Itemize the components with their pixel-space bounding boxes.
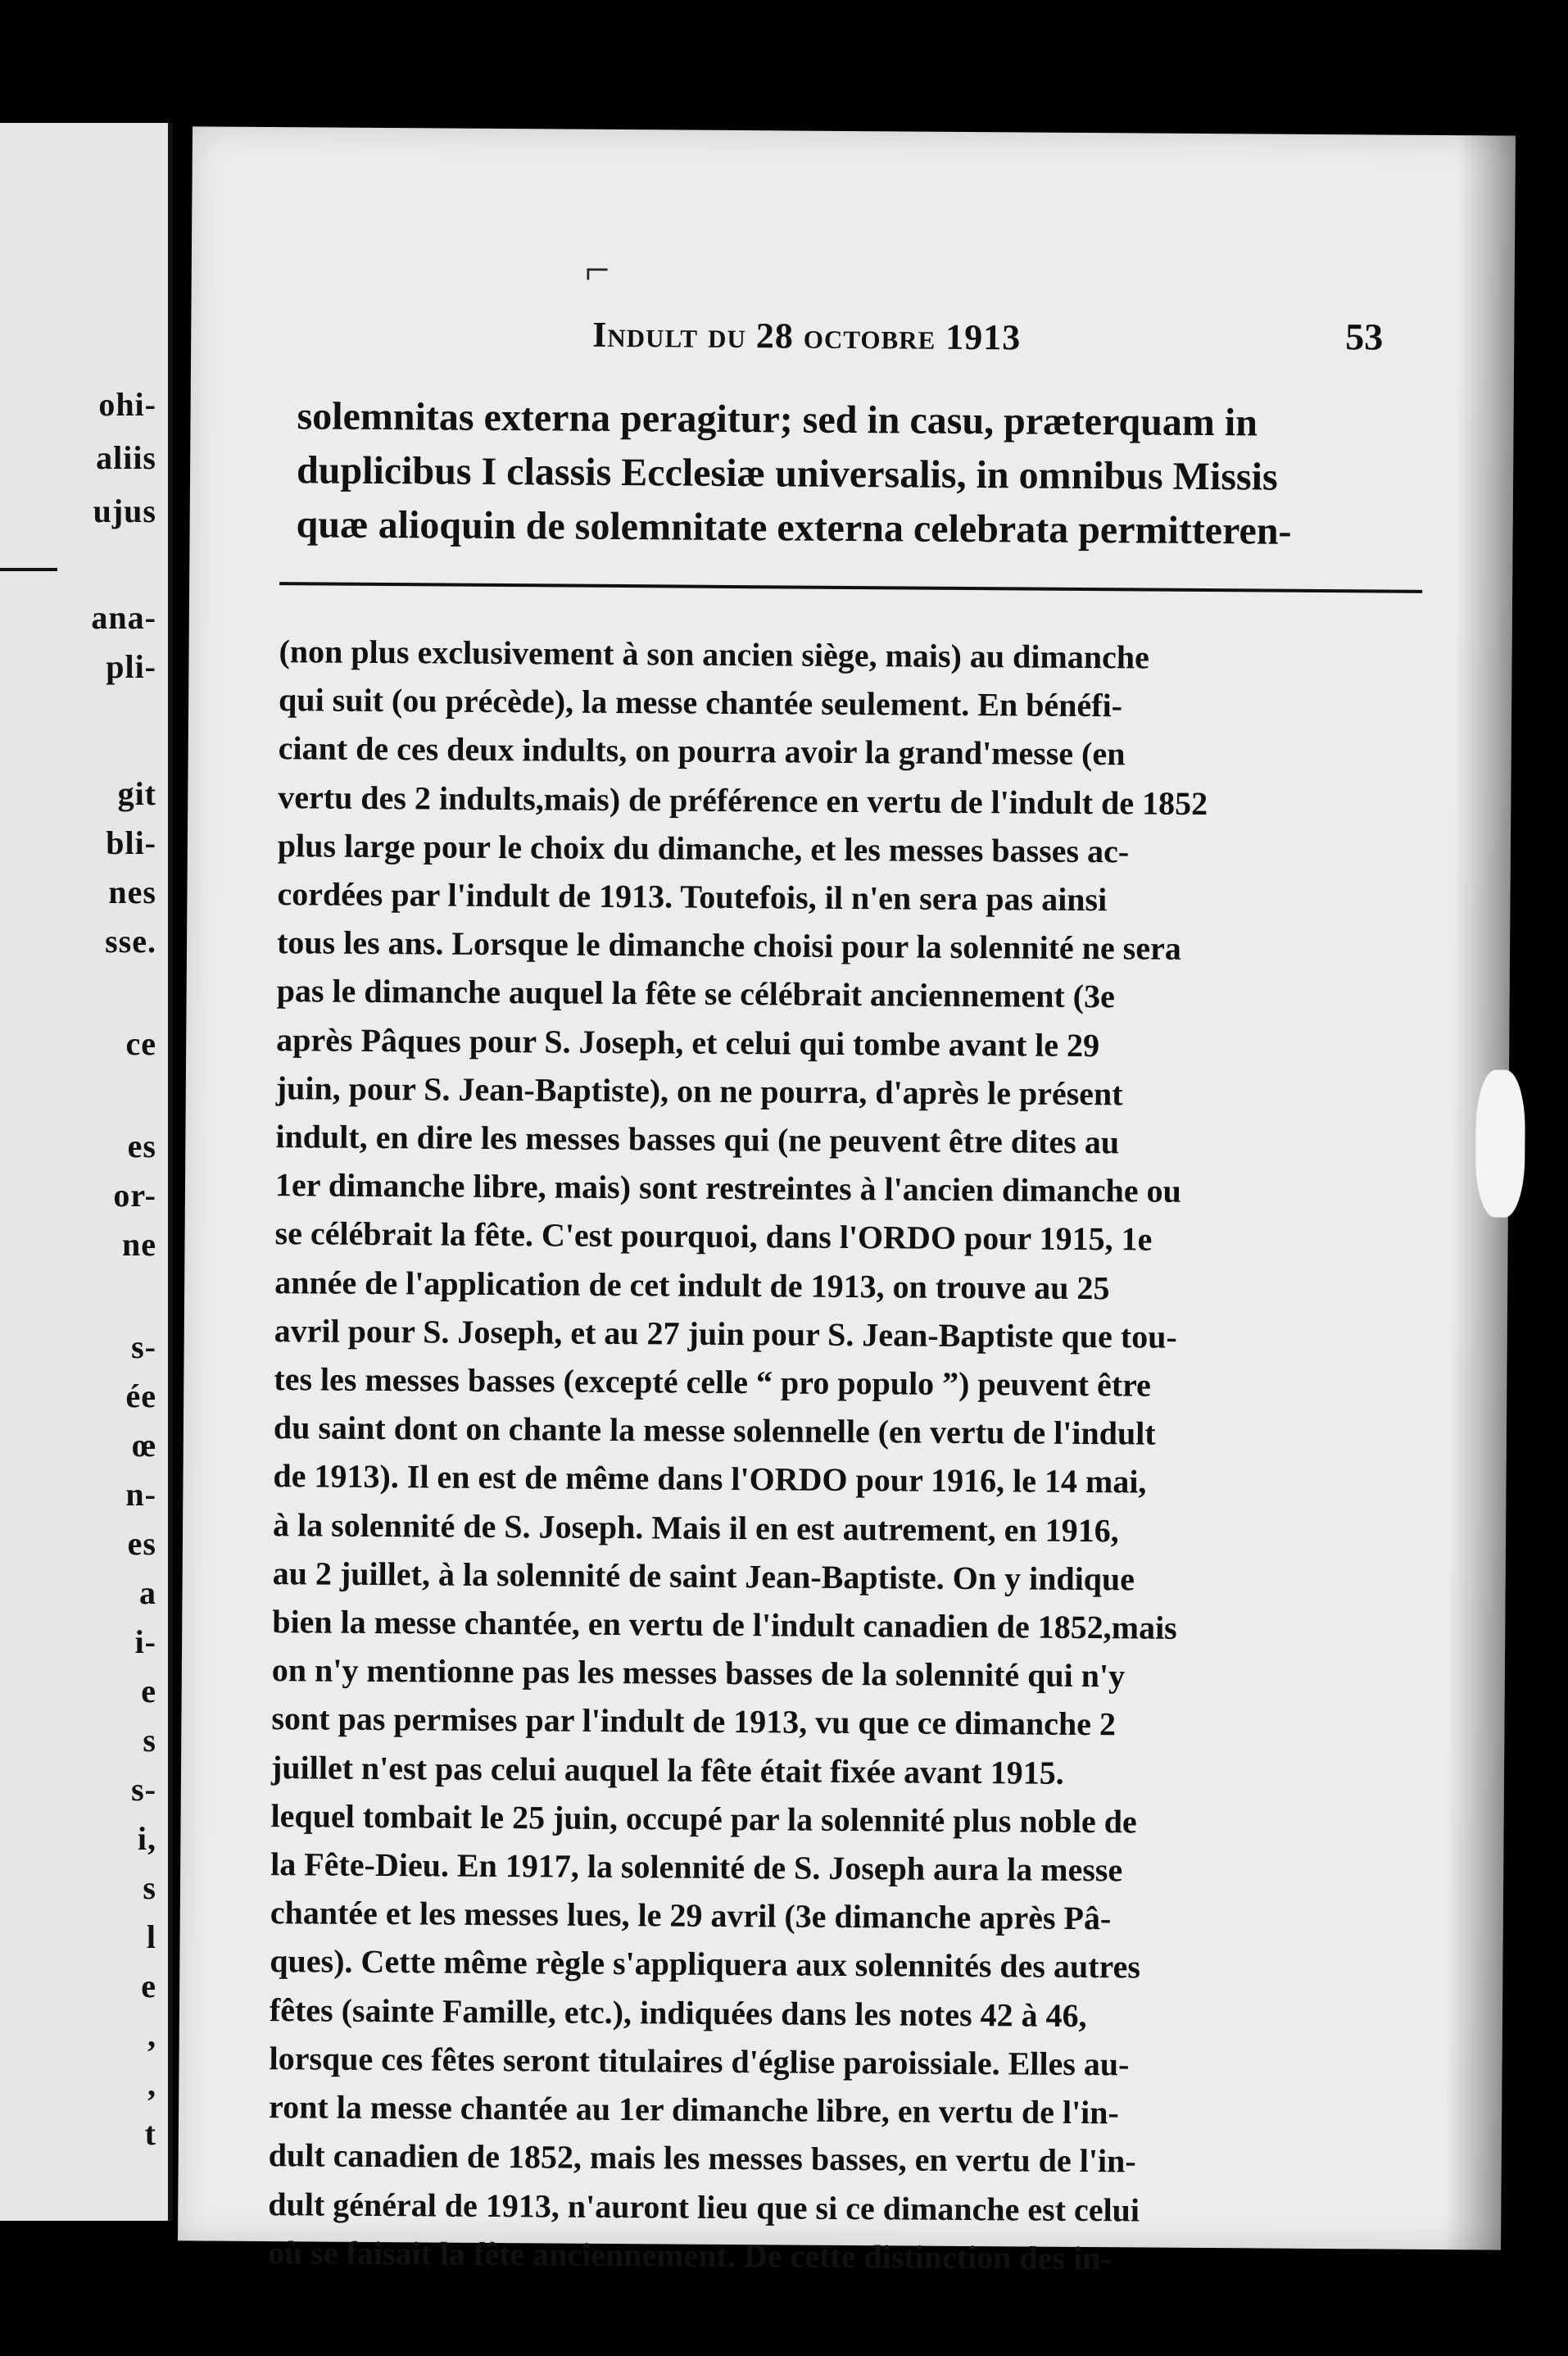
text-line: duplicibus I classis Ecclesiæ universalis, in omnibus Missis xyxy=(296,448,1278,499)
footnote-line: après Pâques pour S. Joseph, et celui qui tombe avant le 29 xyxy=(276,1020,1100,1064)
footnote-line: bien la messe chantée, en vertu de l'indult canadien de 1852,mais xyxy=(272,1603,1177,1646)
left-page-line: s xyxy=(143,1722,156,1759)
text-line: quæ alioquin de solemnitate externa celebrata permitteren- xyxy=(296,502,1292,553)
footnote-line: cordées par l'indult de 1913. Toutefois, il n'en sera pas ainsi xyxy=(277,875,1108,919)
left-page-line: nes xyxy=(108,874,156,910)
footnote-line: 1er dimanche libre, mais) sont restreintes à l'ancien dimanche ou xyxy=(274,1166,1182,1210)
footnote-line: année de l'application de cet indult de 1913, on trouve au 25 xyxy=(274,1263,1110,1306)
footnote-line: dult canadien de 1852, mais les messes basses, en vertu de l'in- xyxy=(268,2136,1136,2180)
left-page-line: ohi- xyxy=(98,386,156,423)
left-page-line: es xyxy=(127,1128,156,1164)
footnote-line: juillet n'est pas celui auquel la fête était fixée avant 1915. xyxy=(270,1748,1064,1791)
left-page-line: pli- xyxy=(106,648,156,685)
left-page-line: s- xyxy=(131,1328,156,1365)
left-page-line: aliis xyxy=(96,439,156,476)
footnote-line: de 1913). Il en est de même dans l'ORDO pour 1916, le 14 mai, xyxy=(273,1457,1147,1500)
left-page-line: bli- xyxy=(106,824,156,861)
left-page-line: ujus xyxy=(93,493,156,529)
left-page-line: œ xyxy=(132,1427,156,1464)
left-page-line: ée xyxy=(125,1378,156,1414)
left-page-line: a xyxy=(139,1574,156,1611)
left-page-line: i- xyxy=(134,1623,156,1660)
left-page-line: or- xyxy=(113,1177,156,1214)
footnote-line: du saint dont on chante la messe solennelle (en vertu de l'indult xyxy=(273,1409,1156,1452)
book-page xyxy=(178,126,1516,2277)
left-page-line: e xyxy=(141,1968,156,2004)
footnote-line: où se faisait la fête anciennement. De cette distinction des in- xyxy=(267,2233,1112,2277)
left-page-line: n- xyxy=(125,1476,156,1513)
left-page-line: s- xyxy=(131,1771,156,1808)
footnote-line: dult général de 1913, n'auront lieu que si ce dimanche est celui xyxy=(268,2185,1140,2228)
footnote-line: fêtes (sainte Famille, etc.), indiquées dans les notes 42 à 46, xyxy=(269,1991,1087,2034)
left-page-line: sse. xyxy=(105,923,156,960)
text-line: solemnitas externa peragitur; sed in casu, præterquam in xyxy=(297,394,1258,445)
page-number: 53 xyxy=(1345,315,1384,358)
footnote-line: la Fête-Dieu. En 1917, la solennité de S. Joseph aura la messe xyxy=(270,1845,1123,1889)
left-page-line: ana- xyxy=(91,599,156,636)
left-page-line: , xyxy=(147,2066,156,2103)
left-page-line: e xyxy=(141,1673,156,1709)
footnote-line: se célébrait la fête. C'est pourquoi, dans l'ORDO pour 1915, 1e xyxy=(274,1214,1153,1259)
footnote-line: ciant de ces deux indults, on pourra avoir la grand'messe (en xyxy=(278,729,1126,773)
footnote-line: plus large pour le choix du dimanche, et les messes basses ac- xyxy=(277,826,1130,870)
footnote-line: vertu des 2 indults,mais) de préférence en vertu de l'indult de 1852 xyxy=(278,778,1208,822)
left-page-line: l xyxy=(146,1918,156,1955)
footnote-line: on n'y mentionne pas les messes basses de la solennité qui n'y xyxy=(271,1651,1126,1695)
footnote-line: au 2 juillet, à la solennité de saint Jean-Baptiste. On y indique xyxy=(272,1554,1135,1598)
footnote-text xyxy=(268,627,1426,2285)
footnote-line: qui suit (ou précède), la messe chantée seulement. En bénéfi- xyxy=(278,681,1123,724)
left-page-rule xyxy=(0,568,57,571)
left-page-line: t xyxy=(144,2115,156,2152)
left-page-fragment xyxy=(0,123,173,2221)
left-page-line: ce xyxy=(125,1025,156,1062)
pencil-mark: ⌐ xyxy=(584,244,610,294)
footnote-line: pas le dimanche auquel la fête se célébrait anciennement (3e xyxy=(276,972,1115,1015)
left-page-line: es xyxy=(127,1525,156,1562)
running-head: Indult du 28 octobre 1913 xyxy=(592,314,1022,358)
footnote-line: tes les messes basses (excepté celle “ pro populo ”) peuvent être xyxy=(274,1360,1152,1404)
footnote-line: avril pour S. Joseph, et au 27 juin pour S. Jean-Baptiste que tou- xyxy=(274,1311,1177,1355)
footnote-line: lorsque ces fêtes seront titulaires d'église paroissiale. Elles au- xyxy=(269,2039,1130,2083)
footnote-line: (non plus exclusivement à son ancien siège, mais) au dimanche xyxy=(279,633,1149,676)
left-page-line: ne xyxy=(122,1226,156,1263)
footnote-line: ques). Cette même règle s'appliquera aux solennités des autres xyxy=(270,1942,1141,1986)
footnote-line: juin, pour S. Jean-Baptiste), on ne pourra, d'après le présent xyxy=(275,1069,1123,1113)
left-page-line: s xyxy=(143,1869,156,1906)
left-page-line: git xyxy=(117,775,156,812)
footnote-line: tous les ans. Lorsque le dimanche choisi pour la solennité ne sera xyxy=(276,924,1181,968)
footnote-line: indult, en dire les messes basses qui (ne peuvent être dites au xyxy=(275,1118,1120,1161)
left-page-line: i, xyxy=(137,1820,156,1857)
footnote-line: ront la messe chantée au 1er dimanche libre, en vertu de l'in- xyxy=(268,2088,1119,2131)
footnote-line: lequel tombait le 25 juin, occupé par la solennité plus noble de xyxy=(270,1796,1137,1841)
footnote-rule xyxy=(279,582,1422,593)
footnote-line: chantée et les messes lues, le 29 avril (3e dimanche après Pâ- xyxy=(270,1894,1112,1937)
footnote-line: sont pas permises par l'indult de 1913, vu que ce dimanche 2 xyxy=(271,1700,1117,1743)
footnote-line: à la solennité de S. Joseph. Mais il en est autrement, en 1916, xyxy=(272,1505,1119,1549)
left-page-line: , xyxy=(147,2017,156,2054)
latin-text xyxy=(296,389,1435,560)
page-tear xyxy=(1475,1069,1525,1217)
